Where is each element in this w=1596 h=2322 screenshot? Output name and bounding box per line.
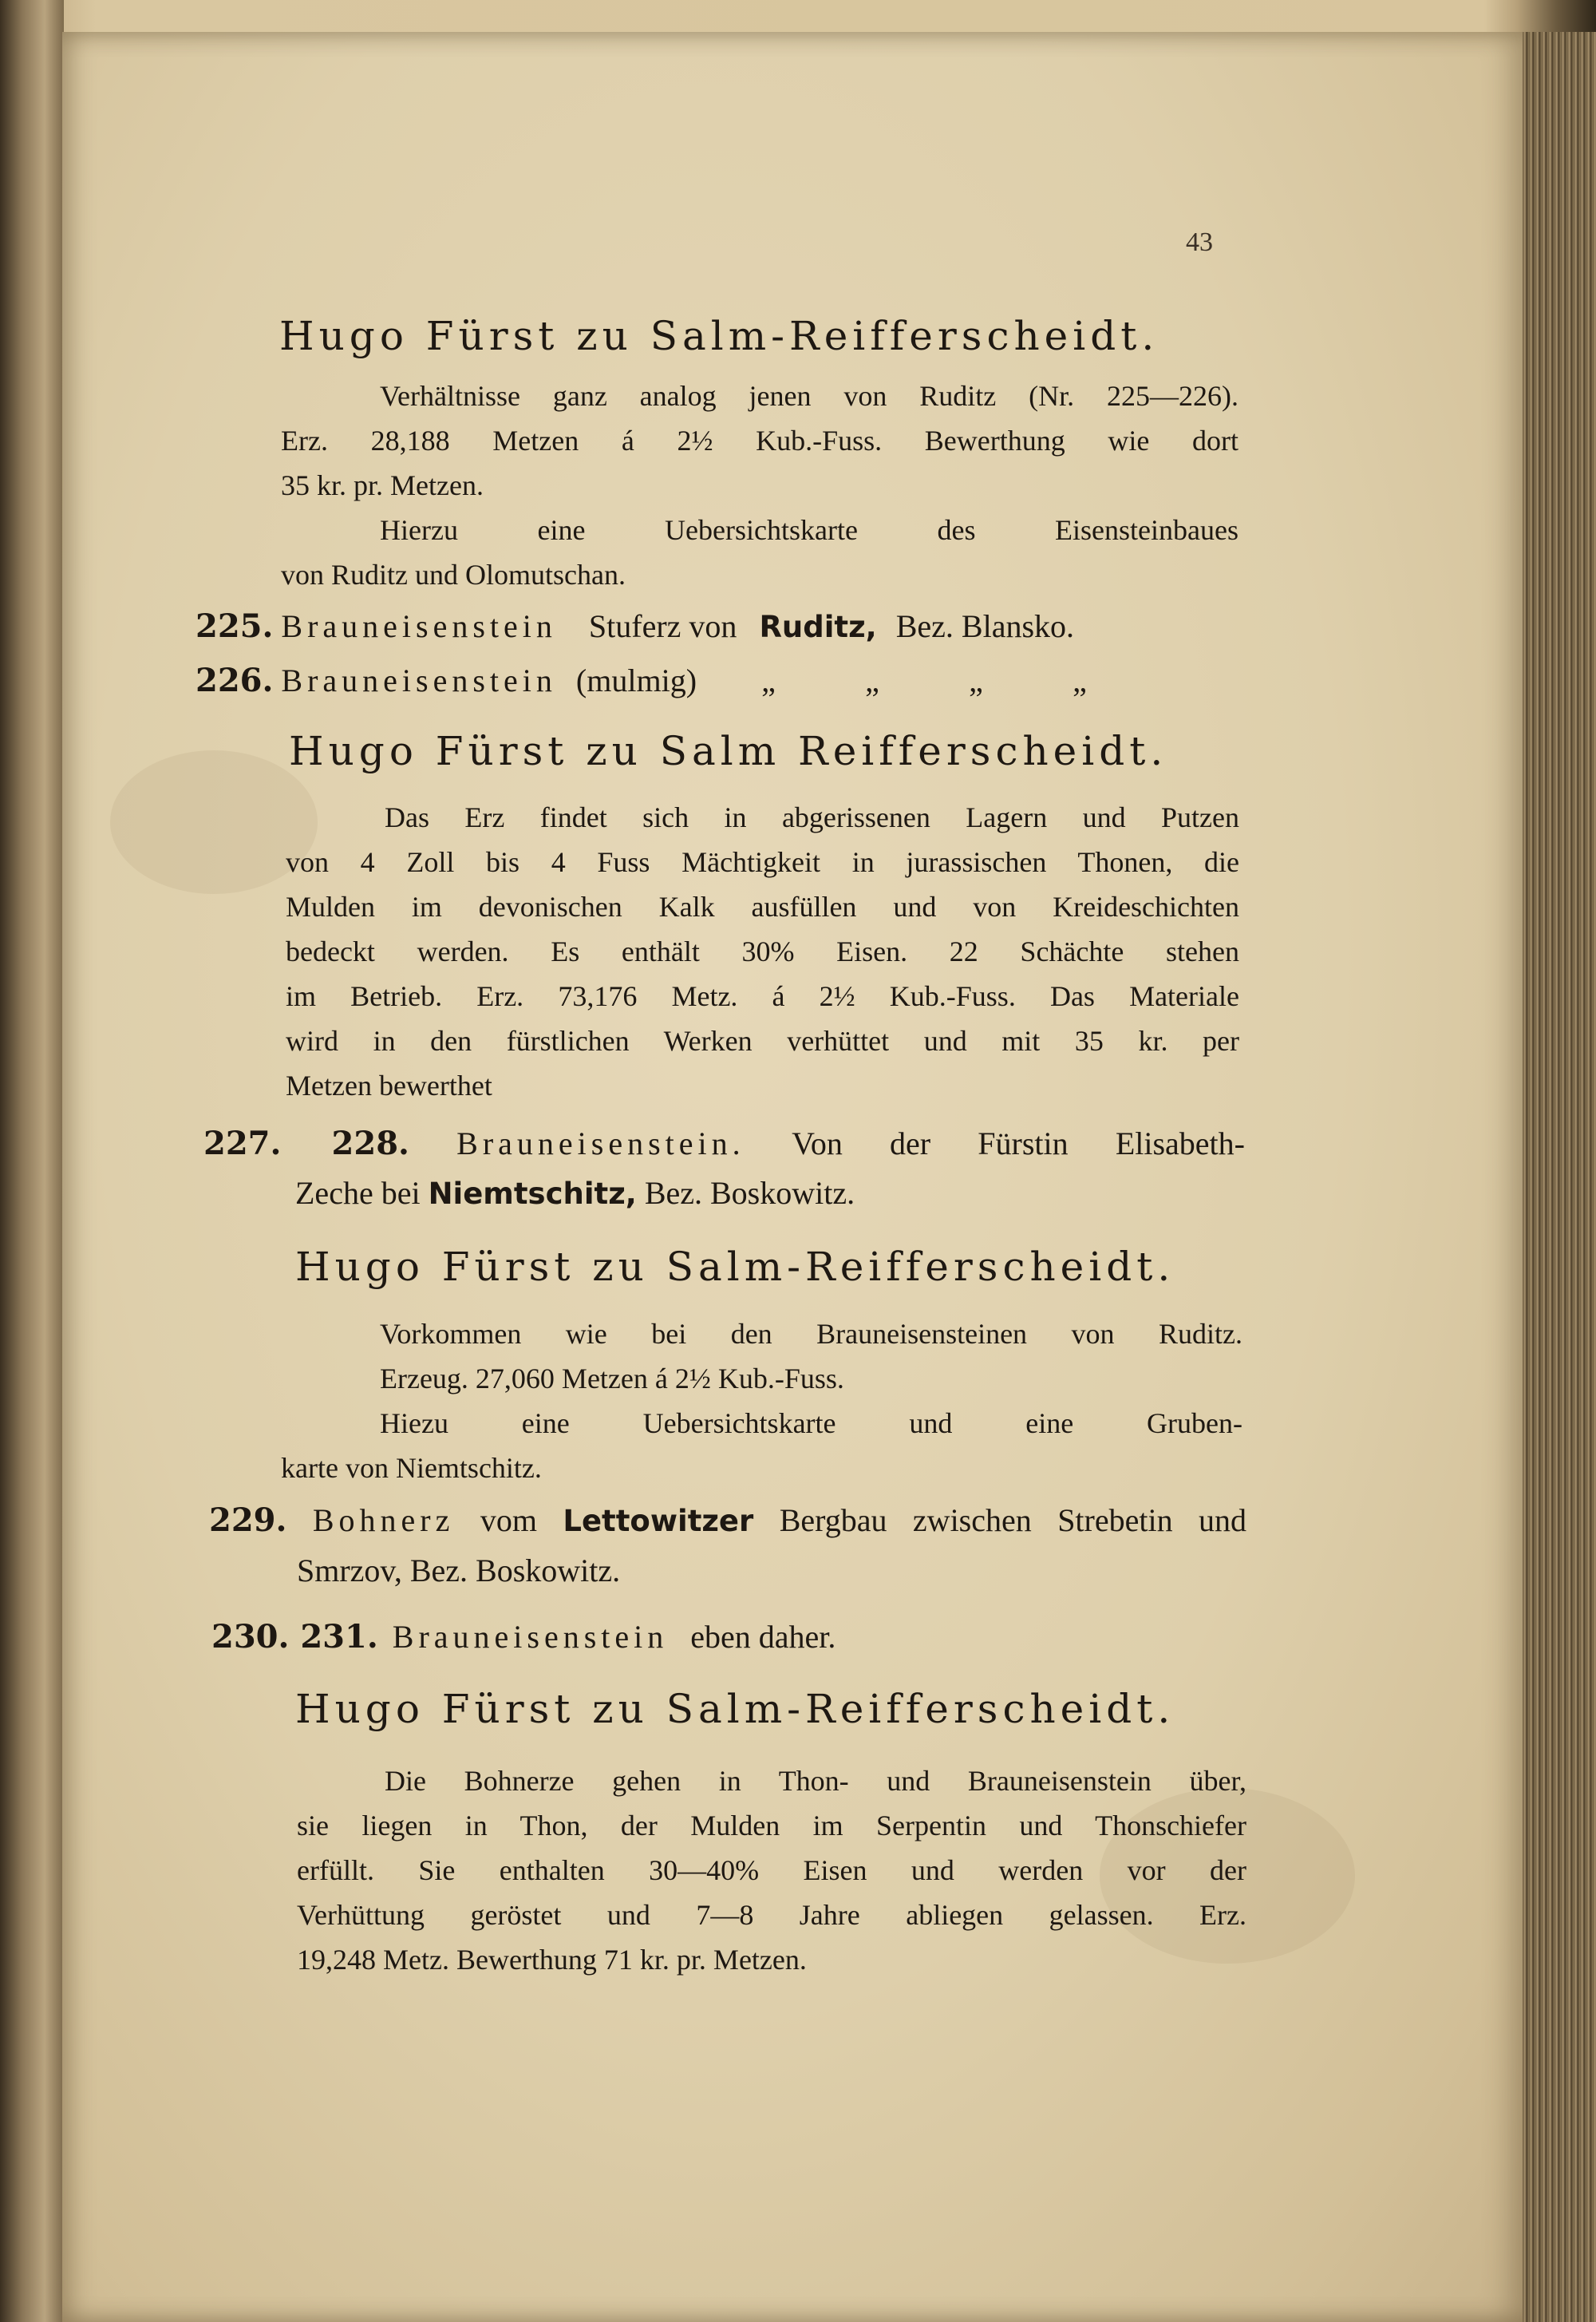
text-line: Verhüttung geröstet und 7—8 Jahre abliegen gelassen. Erz.: [297, 1899, 1246, 1931]
entry-text: Bez. Boskowitz.: [644, 1175, 855, 1211]
catalog-entry-227-228: [203, 1119, 1245, 1219]
catalog-entry-229: [209, 1496, 1246, 1596]
section-heading: Hugo Fürst zu Salm-Reifferscheidt.: [295, 1244, 1175, 1290]
entry-text: Smrzov, Bez. Boskowitz.: [297, 1553, 621, 1588]
text-line: wird in den fürstlichen Werken verhüttet und mit 35 kr. per: [286, 1025, 1239, 1057]
text-line: Erz. 28,188 Metzen á 2½ Kub.-Fuss. Bewerthung wie dort: [281, 425, 1238, 457]
text-line: bedeckt werden. Es enthält 30% Eisen. 22 Schächte stehen: [286, 936, 1239, 967]
locality-name: Niemtschitz,: [428, 1177, 637, 1211]
text-line: Mulden im devonischen Kalk ausfüllen und von Kreideschichten: [286, 891, 1239, 923]
entry-line: [203, 1169, 1245, 1219]
text-line: Vorkommen wie bei den Brauneisensteinen von Ruditz.: [380, 1318, 1242, 1350]
text-line: von 4 Zoll bis 4 Fuss Mächtigkeit in jurassischen Thonen, die: [286, 846, 1239, 878]
paragraph: [297, 1758, 1246, 1982]
section-heading: Hugo Fürst zu Salm-Reifferscheidt.: [279, 313, 1159, 359]
text-line: im Betrieb. Erz. 73,176 Metz. á 2½ Kub.-Fuss. Das Materiale: [286, 980, 1239, 1012]
entry-text: vom: [480, 1502, 537, 1538]
entry-text: Von der Fürstin Elisabeth-: [792, 1125, 1245, 1161]
entry-line: [203, 1119, 1245, 1169]
entry-text: Bez. Blansko.: [895, 608, 1075, 644]
text-line: 19,248 Metz. Bewerthung 71 kr. pr. Metzen.: [297, 1944, 807, 1976]
entry-text: Bergbau zwischen Strebetin und: [779, 1502, 1247, 1538]
entry-number: 226.: [196, 662, 274, 699]
ditto-mark: „: [865, 663, 879, 698]
ditto-mark: „: [761, 663, 776, 698]
section-heading: Hugo Fürst zu Salm Reifferscheidt.: [289, 728, 1168, 774]
catalog-entry-230-231: [211, 1612, 1249, 1662]
section-heading: Hugo Fürst zu Salm-Reifferscheidt.: [295, 1686, 1175, 1732]
text-line: Metzen bewerthet: [286, 1070, 492, 1102]
left-page-edge: [0, 0, 64, 2322]
entry-number: 227. 228.: [203, 1125, 409, 1162]
catalog-entry-225: [196, 602, 1249, 652]
entry-number: 225.: [196, 607, 274, 645]
text-line: Die Bohnerze gehen in Thon- und Brauneisenstein über,: [385, 1765, 1246, 1797]
text-line: karte von Niemtschitz.: [281, 1452, 542, 1484]
locality-name: Lettowitzer: [563, 1504, 754, 1538]
text-line: 35 kr. pr. Metzen.: [281, 469, 484, 501]
entry-term: Brauneisenstein: [392, 1619, 669, 1655]
entry-term: Brauneisenstein: [281, 663, 557, 698]
text-line: Erzeug. 27,060 Metzen á 2½ Kub.-Fuss.: [380, 1363, 844, 1394]
text-line: sie liegen in Thon, der Mulden im Serpentin und Thonschiefer: [297, 1810, 1246, 1841]
catalog-entry-226: [196, 656, 1249, 706]
entry-term: Brauneisenstein.: [456, 1125, 745, 1161]
entry-number: 230. 231.: [211, 1618, 378, 1655]
entry-number: 229.: [209, 1501, 287, 1539]
entry-text: (mulmig): [575, 663, 697, 698]
paragraph: [281, 374, 1238, 597]
text-line: Hierzu eine Uebersichtskarte des Eisensteinbaues: [380, 514, 1238, 546]
entry-text: eben daher.: [690, 1619, 836, 1655]
ditto-mark: „: [1073, 663, 1087, 698]
text-line: Verhältnisse ganz analog jenen von Ruditz (Nr. 225—226).: [380, 380, 1238, 412]
text-line: erfüllt. Sie enthalten 30—40% Eisen und werden vor der: [297, 1854, 1246, 1886]
entry-text: Zeche bei: [295, 1175, 421, 1211]
text-line: Hiezu eine Uebersichtskarte und eine Gruben-: [380, 1407, 1242, 1439]
entry-term: Bohnerz: [312, 1502, 455, 1538]
text-line: von Ruditz und Olomutschan.: [281, 559, 626, 591]
page-number: 43: [1186, 227, 1213, 257]
locality-name: Ruditz,: [759, 610, 877, 644]
text-line: Das Erz findet sich in abgerissenen Lagern und Putzen: [385, 801, 1239, 833]
entry-term: Brauneisenstein: [281, 608, 557, 644]
paragraph: [286, 795, 1239, 1108]
ditto-mark: „: [969, 663, 983, 698]
entry-line: [209, 1496, 1246, 1546]
paragraph: [281, 1311, 1242, 1490]
page-edges: [1523, 32, 1596, 2322]
entry-text: Stuferz von: [588, 608, 737, 644]
